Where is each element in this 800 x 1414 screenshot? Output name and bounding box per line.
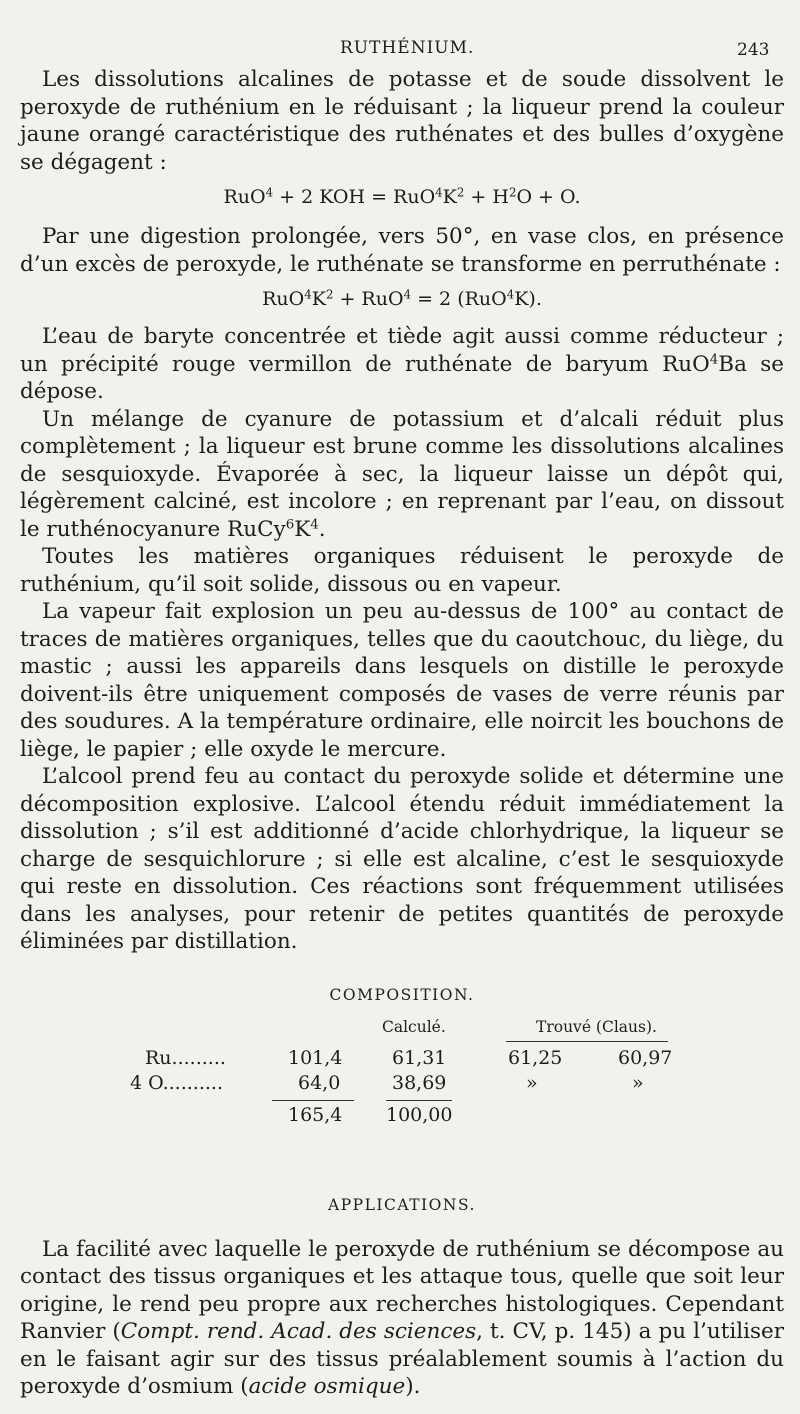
page-header (0, 38, 800, 62)
document-body (20, 66, 784, 1401)
total-rule-calcule (386, 1100, 452, 1101)
page-number: 243 (737, 40, 770, 60)
row-trouve2-oxygen: » (632, 1071, 644, 1094)
paragraph-cyanide: Un mélange de cyanure de potassium et d’alcali réduit plus complètement ; la liqueur est brune comme les dissolutions alcalines de sesquioxyde. Évaporée à sec, la liqueur laisse un dépôt qui, légèrement calciné, est incolore ; en reprenant par l’eau, on dissout le ruthénocyanure $RuCy^6K^4$. (20, 406, 784, 542)
row-trouve2-ru: 60,97 (618, 1046, 673, 1069)
composition-title: COMPOSITION. (329, 985, 475, 1004)
column-header-calcule: Calculé. (382, 1017, 446, 1036)
composition-table (20, 1014, 784, 1174)
paragraph-digestion: Par une digestion prolongée, vers 50°, en vase clos, en présence d’un excès de peroxyde, le ruthénate se transforme en perruthénate : (20, 224, 784, 277)
row-value-ru: 101,4 (288, 1046, 343, 1069)
paragraph-alkaline-dissolution: Les dissolutions alcalines de potasse et de soude dissolvent le peroxyde de ruthénium en le réduisant ; la liqueur prend la couleur jaune orangé caractéristique des ruthénates et des bulles d’oxygène se dégagent : (20, 67, 784, 175)
column-header-trouve: Trouvé (Claus). (536, 1017, 657, 1036)
row-label-ru: Ru......... (145, 1046, 226, 1069)
paragraph-applications: La facilité avec laquelle le peroxyde de ruthénium se décompose au contact des tissus organiques et les attaque tous, quelle que soit leur origine, le rend peu propre aux recherches histologiques. Cependant Ranvier (Compt. rend. Acad. des sciences, t. CV, p. 145) a pu l’utiliser en le faisant agir sur des tissus préalablement soumis à l’action du peroxyde d’osmium (acide osmique). (20, 1236, 785, 1399)
paragraph-baryta: L’eau de baryte concentrée et tiède agit aussi comme réducteur ; un précipité rouge vermillon de ruthénate de baryum RuO$^4$Ba se dépose. (20, 324, 784, 404)
total-calcule: 100,00 (386, 1103, 453, 1126)
row-trouve1-ru: 61,25 (508, 1046, 563, 1069)
paragraph-alcohol: L’alcool prend feu au contact du peroxyde solide et détermine une décomposition explosive. L’alcool étendu réduit immédiatement la dissolution ; s’il est additionné d’acide chlorhydrique, la liqueur se charge de sesquichlorure ; si elle est alcaline, c’est le sesquioxyde qui reste en dissolution. Ces réactions sont fréquemment utilisées dans les analyses, pour retenir de petites quantités de peroxyde éliminées par distillation. (20, 764, 784, 954)
applications-title: APPLICATIONS. (328, 1195, 476, 1214)
total-value: 165,4 (288, 1103, 343, 1126)
running-head: RUTHÉNIUM. (340, 38, 475, 58)
equation-perruthenate: $RuO^4K^2 + RuO^4 = 2$ (RuO$^4$K). (262, 287, 542, 310)
row-value-oxygen: 64,0 (298, 1071, 341, 1094)
row-calcule-oxygen: 38,69 (392, 1071, 447, 1094)
row-calcule-ru: 61,31 (392, 1046, 447, 1069)
paragraph-organic-matter: Toutes les matières organiques réduisent le peroxyde de ruthénium, qu’il soit solide, dissous ou en vapeur. (20, 544, 784, 597)
trouve-brace-rule (506, 1041, 668, 1042)
total-rule-value (272, 1100, 354, 1101)
paragraph-vapour-explosion: La vapeur fait explosion un peu au-dessus de 100° au contact de traces de matières organiques, telles que du caoutchouc, du liège, du mastic ; aussi les appareils dans lesquels on distille le peroxyde doivent-ils être uniquement composés de vases de verre réunis par des soudures. A la température ordinaire, elle noircit les bouchons de liège, le papier ; elle oxyde le mercure. (20, 599, 784, 762)
row-label-oxygen: 4 O.......... (130, 1071, 223, 1094)
row-trouve1-oxygen: » (526, 1071, 538, 1094)
equation-ruthenate: RuO$^4$ + 2 KOH = $RuO^4K^2 + H^2O + O$. (223, 185, 581, 208)
